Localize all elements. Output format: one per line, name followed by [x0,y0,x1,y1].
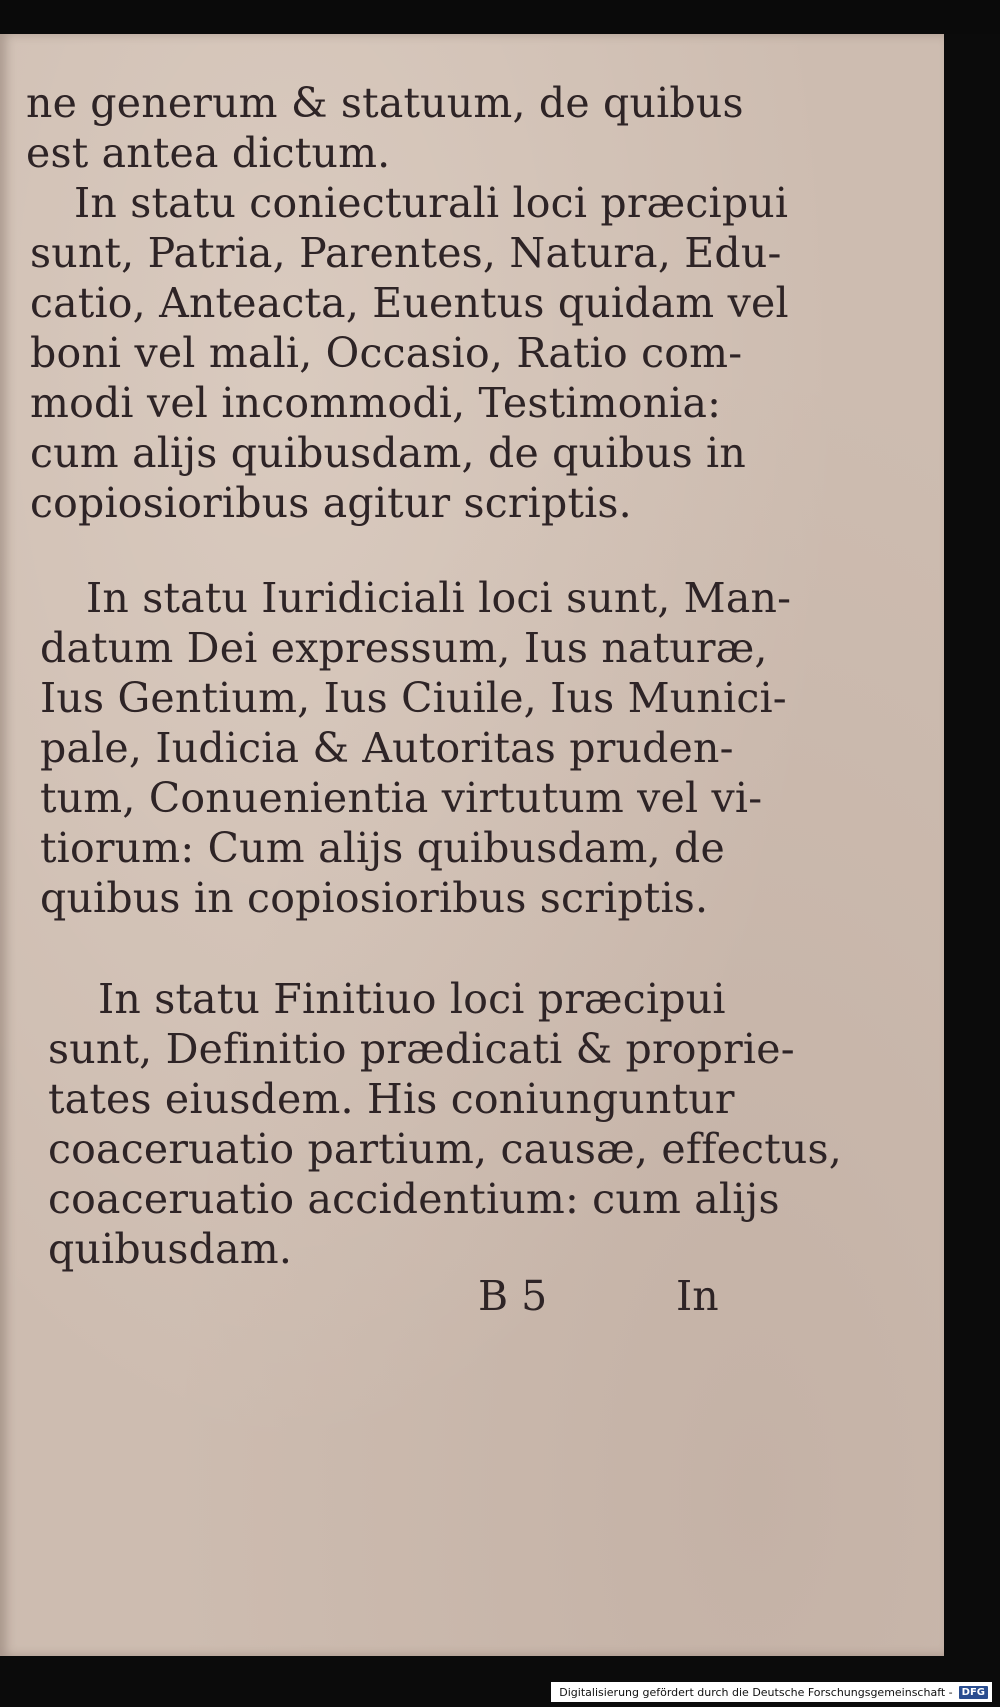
text-line: pale, Iudicia & Autoritas pruden- [40,724,734,772]
signature-mark: B 5 [478,1272,548,1320]
text-line: sunt, Definitio prædicati & proprie- [48,1025,795,1073]
text-line: cum alijs quibusdam, de quibus in [30,429,746,477]
text-line: datum Dei expressum, Ius naturæ, [40,624,768,672]
text-line: tum, Conuenientia virtutum vel vi- [40,774,763,822]
text-line: coaceruatio accidentium: cum alijs [48,1175,780,1223]
text-line: boni vel mali, Occasio, Ratio com- [30,329,743,377]
catchword: In [676,1272,719,1320]
text-line: modi vel incommodi, Testimonia: [30,379,722,427]
scan-right-border [944,34,1000,1656]
text-line: tates eiusdem. His coniunguntur [48,1075,735,1123]
text-line: ne generum & statuum, de quibus [26,79,744,127]
book-page [0,34,944,1656]
text-line: tiorum: Cum alijs quibusdam, de [40,824,725,872]
text-line: In statu coniecturali loci præcipui [74,179,789,227]
text-line: In statu Iuridiciali loci sunt, Man- [86,574,792,622]
text-line: est antea dictum. [26,129,391,177]
text-line: In statu Finitiuo loci præcipui [98,975,726,1023]
text-line: Ius Gentium, Ius Ciuile, Ius Munici- [40,674,787,722]
text-line: coaceruatio partium, causæ, effectus, [48,1125,842,1173]
text-line: quibus in copiosioribus scriptis. [40,874,709,922]
text-line: quibusdam. [48,1225,293,1273]
text-line: copiosioribus agitur scriptis. [30,479,632,527]
text-line: catio, Anteacta, Euentus quidam vel [30,279,789,327]
credit-text: Digitalisierung gefördert durch die Deutsche Forschungsgemeinschaft - [559,1685,953,1699]
digitization-credit [551,1682,992,1702]
dfg-logo-icon: DFG [959,1686,988,1699]
scan-top-border [0,0,1000,34]
text-line: sunt, Patria, Parentes, Natura, Edu- [30,229,782,277]
